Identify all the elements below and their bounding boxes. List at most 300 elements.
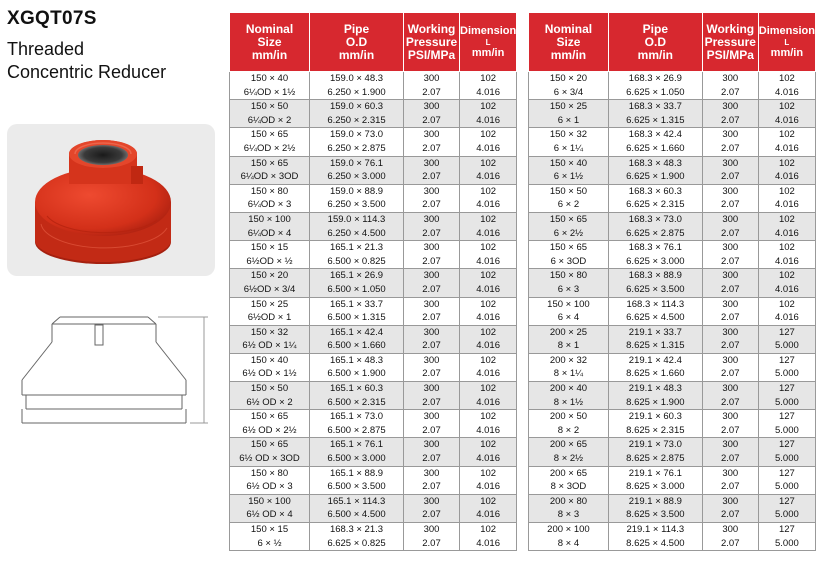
- cell-psi: 300: [702, 353, 758, 367]
- cell-size-mm: 200 × 100: [529, 523, 609, 537]
- cell-od-mm: 168.3 × 88.9: [608, 269, 702, 283]
- cell-l-in: 4.016: [758, 86, 815, 100]
- cell-mpa: 2.07: [702, 480, 758, 494]
- cell-od-mm: 165.1 × 114.3: [310, 494, 404, 508]
- cell-l-mm: 102: [758, 241, 815, 255]
- header-working-pressure: Working Pressure PSI/MPa: [702, 13, 758, 72]
- cell-mpa: 2.07: [702, 537, 758, 551]
- table-row: [230, 466, 517, 480]
- cell-mpa: 2.07: [702, 311, 758, 325]
- cell-l-mm: 127: [758, 438, 815, 452]
- cell-od-mm: 165.1 × 42.4: [310, 325, 404, 339]
- cell-l-mm: 102: [460, 100, 517, 114]
- cell-size-in: 8 × 2: [529, 424, 609, 438]
- cell-mpa: 2.07: [702, 339, 758, 353]
- cell-od-in: 6.625 × 0.825: [310, 537, 404, 551]
- cell-size-in: 6¼OD × 2½: [230, 142, 310, 156]
- cell-l-in: 4.016: [460, 339, 517, 353]
- cell-l-mm: 127: [758, 353, 815, 367]
- cell-size-mm: 150 × 65: [230, 156, 310, 170]
- cell-l-in: 4.016: [460, 537, 517, 551]
- cell-size-in: 6¼OD × 1½: [230, 86, 310, 100]
- cell-od-mm: 165.1 × 33.7: [310, 297, 404, 311]
- cell-l-in: 4.016: [460, 508, 517, 522]
- table-row: [230, 170, 517, 184]
- cell-l-mm: 127: [758, 494, 815, 508]
- cell-od-mm: 165.1 × 88.9: [310, 466, 404, 480]
- cell-od-mm: 159.0 × 88.9: [310, 184, 404, 198]
- table-row: [529, 523, 816, 537]
- product-name-line2: Concentric Reducer: [7, 62, 167, 82]
- cell-od-in: 6.625 × 4.500: [608, 311, 702, 325]
- cell-mpa: 2.07: [404, 537, 460, 551]
- table-row: [529, 184, 816, 198]
- cell-size-in: 6 × 2: [529, 198, 609, 212]
- table-row: [230, 367, 517, 381]
- cell-psi: 300: [702, 72, 758, 86]
- cell-psi: 300: [404, 156, 460, 170]
- header-working-pressure: Working Pressure PSI/MPa: [404, 13, 460, 72]
- cell-size-mm: 150 × 50: [529, 184, 609, 198]
- cell-l-in: 4.016: [758, 227, 815, 241]
- cell-size-mm: 150 × 80: [230, 184, 310, 198]
- cell-l-mm: 102: [460, 184, 517, 198]
- cell-od-mm: 168.3 × 76.1: [608, 241, 702, 255]
- cell-od-in: 6.625 × 3.000: [608, 255, 702, 269]
- cell-mpa: 2.07: [702, 424, 758, 438]
- cell-psi: 300: [404, 128, 460, 142]
- cell-mpa: 2.07: [404, 170, 460, 184]
- cell-l-in: 5.000: [758, 537, 815, 551]
- cell-l-mm: 102: [758, 297, 815, 311]
- cell-size-in: 6 × 2½: [529, 227, 609, 241]
- table-row: [529, 325, 816, 339]
- cell-l-in: 4.016: [460, 367, 517, 381]
- table-row: [230, 452, 517, 466]
- table-row: [230, 297, 517, 311]
- table-row: [529, 508, 816, 522]
- cell-od-mm: 159.0 × 76.1: [310, 156, 404, 170]
- cell-size-in: 6½ OD × 1½: [230, 367, 310, 381]
- table-row: [529, 438, 816, 452]
- cell-od-in: 6.500 × 1.050: [310, 283, 404, 297]
- table-row: [529, 114, 816, 128]
- cell-od-mm: 168.3 × 114.3: [608, 297, 702, 311]
- table-row: [529, 100, 816, 114]
- cell-psi: 300: [404, 494, 460, 508]
- cell-l-mm: 102: [758, 72, 815, 86]
- cell-l-in: 5.000: [758, 452, 815, 466]
- cell-od-in: 8.625 × 3.500: [608, 508, 702, 522]
- cell-l-in: 4.016: [460, 396, 517, 410]
- cell-l-in: 4.016: [460, 198, 517, 212]
- cell-od-in: 6.625 × 1.315: [608, 114, 702, 128]
- cell-od-in: 6.500 × 3.000: [310, 452, 404, 466]
- cell-size-mm: 200 × 40: [529, 382, 609, 396]
- table-row: [230, 311, 517, 325]
- table-row: [230, 480, 517, 494]
- cell-size-in: 6½ OD × 2: [230, 396, 310, 410]
- cell-l-mm: 102: [460, 156, 517, 170]
- cell-od-in: 6.250 × 1.900: [310, 86, 404, 100]
- table-row: [529, 466, 816, 480]
- cell-od-in: 6.500 × 1.900: [310, 367, 404, 381]
- cell-od-in: 8.625 × 1.900: [608, 396, 702, 410]
- cell-size-mm: 150 × 25: [230, 297, 310, 311]
- cell-size-mm: 150 × 25: [529, 100, 609, 114]
- table-row: [230, 353, 517, 367]
- cell-mpa: 2.07: [702, 508, 758, 522]
- product-photo: [7, 124, 215, 276]
- cell-l-mm: 102: [758, 156, 815, 170]
- cell-psi: 300: [404, 523, 460, 537]
- cell-l-mm: 102: [460, 212, 517, 226]
- table-row: [230, 227, 517, 241]
- cell-od-mm: 165.1 × 26.9: [310, 269, 404, 283]
- cell-size-mm: 150 × 50: [230, 100, 310, 114]
- cell-psi: 300: [702, 212, 758, 226]
- table-row: [529, 311, 816, 325]
- cell-mpa: 2.07: [404, 424, 460, 438]
- cell-od-in: 6.500 × 3.500: [310, 480, 404, 494]
- cell-mpa: 2.07: [404, 114, 460, 128]
- cell-mpa: 2.07: [404, 480, 460, 494]
- cell-l-mm: 102: [758, 184, 815, 198]
- cell-size-mm: 150 × 32: [529, 128, 609, 142]
- cell-size-mm: 150 × 15: [230, 523, 310, 537]
- cell-size-in: 6¼OD × 3: [230, 198, 310, 212]
- table-row: [230, 339, 517, 353]
- cell-mpa: 2.07: [702, 367, 758, 381]
- cell-od-in: 6.500 × 1.660: [310, 339, 404, 353]
- table-row: [230, 184, 517, 198]
- table-row: [529, 424, 816, 438]
- cell-od-in: 6.250 × 3.500: [310, 198, 404, 212]
- header-dimension: Dimension L mm/in: [460, 13, 517, 72]
- cell-size-in: 6 × 1½: [529, 170, 609, 184]
- cell-od-in: 6.500 × 2.875: [310, 424, 404, 438]
- cell-psi: 300: [702, 494, 758, 508]
- table-row: [230, 241, 517, 255]
- cell-psi: 300: [702, 297, 758, 311]
- table-row: [230, 100, 517, 114]
- table-row: [529, 227, 816, 241]
- cell-l-in: 4.016: [460, 452, 517, 466]
- table-row: [529, 72, 816, 86]
- table-row: [230, 396, 517, 410]
- table-row: [529, 480, 816, 494]
- cell-psi: 300: [702, 382, 758, 396]
- cell-l-mm: 102: [460, 297, 517, 311]
- cell-l-mm: 127: [758, 466, 815, 480]
- cell-mpa: 2.07: [702, 396, 758, 410]
- cell-od-mm: 168.3 × 60.3: [608, 184, 702, 198]
- table-row: [529, 241, 816, 255]
- cell-od-in: 6.250 × 2.875: [310, 142, 404, 156]
- cell-l-in: 4.016: [758, 198, 815, 212]
- dimension-table-right: [528, 12, 816, 551]
- cell-size-mm: 150 × 50: [230, 382, 310, 396]
- table-row: [529, 170, 816, 184]
- cell-l-in: 4.016: [460, 227, 517, 241]
- cell-od-mm: 219.1 × 114.3: [608, 523, 702, 537]
- cell-l-in: 4.016: [758, 255, 815, 269]
- cell-od-mm: 165.1 × 21.3: [310, 241, 404, 255]
- table-row: [230, 114, 517, 128]
- table-row: [230, 198, 517, 212]
- cell-l-in: 4.016: [460, 142, 517, 156]
- cell-l-in: 5.000: [758, 480, 815, 494]
- cell-l-mm: 102: [758, 128, 815, 142]
- table-row: [230, 325, 517, 339]
- table-row: [529, 382, 816, 396]
- header-pipe-od: Pipe O.D mm/in: [310, 13, 404, 72]
- table-row: [529, 86, 816, 100]
- cell-mpa: 2.07: [404, 283, 460, 297]
- cell-l-mm: 102: [460, 438, 517, 452]
- cell-l-mm: 102: [460, 494, 517, 508]
- table-row: [230, 523, 517, 537]
- cell-od-mm: 219.1 × 60.3: [608, 410, 702, 424]
- cell-l-in: 4.016: [758, 142, 815, 156]
- cell-psi: 300: [404, 184, 460, 198]
- cell-od-mm: 219.1 × 88.9: [608, 494, 702, 508]
- table-row: [230, 410, 517, 424]
- table-row: [529, 396, 816, 410]
- cell-size-in: 6 × 1: [529, 114, 609, 128]
- cell-l-in: 5.000: [758, 424, 815, 438]
- cell-psi: 300: [702, 438, 758, 452]
- cell-l-in: 4.016: [758, 170, 815, 184]
- cell-psi: 300: [702, 156, 758, 170]
- cell-psi: 300: [702, 100, 758, 114]
- header-pipe-od: Pipe O.D mm/in: [608, 13, 702, 72]
- cell-psi: 300: [404, 212, 460, 226]
- cell-size-mm: 150 × 40: [230, 72, 310, 86]
- cell-od-in: 6.625 × 3.500: [608, 283, 702, 297]
- cell-size-mm: 150 × 65: [529, 241, 609, 255]
- cell-psi: 300: [404, 72, 460, 86]
- cell-od-in: 6.625 × 2.875: [608, 227, 702, 241]
- cell-mpa: 2.07: [404, 367, 460, 381]
- cell-od-mm: 159.0 × 73.0: [310, 128, 404, 142]
- cell-size-mm: 150 × 32: [230, 325, 310, 339]
- cell-od-in: 6.500 × 4.500: [310, 508, 404, 522]
- table-row: [529, 494, 816, 508]
- table-row: [529, 339, 816, 353]
- table-row: [529, 156, 816, 170]
- cell-l-mm: 102: [758, 100, 815, 114]
- cell-l-in: 5.000: [758, 396, 815, 410]
- cell-od-mm: 165.1 × 48.3: [310, 353, 404, 367]
- cell-l-mm: 102: [460, 353, 517, 367]
- cell-od-in: 6.250 × 3.000: [310, 170, 404, 184]
- table-row: [529, 198, 816, 212]
- cell-size-mm: 150 × 20: [230, 269, 310, 283]
- cell-od-mm: 168.3 × 42.4: [608, 128, 702, 142]
- cell-mpa: 2.07: [702, 114, 758, 128]
- cell-psi: 300: [404, 325, 460, 339]
- cell-psi: 300: [404, 100, 460, 114]
- cell-mpa: 2.07: [702, 227, 758, 241]
- header-nominal-size: Nominal Size mm/in: [529, 13, 609, 72]
- cell-l-in: 4.016: [758, 114, 815, 128]
- cell-size-mm: 150 × 65: [230, 128, 310, 142]
- cell-psi: 300: [702, 241, 758, 255]
- cell-size-in: 6¼OD × 4: [230, 227, 310, 241]
- product-name: [7, 38, 166, 84]
- table-row: [230, 212, 517, 226]
- cell-l-mm: 102: [460, 410, 517, 424]
- table-row: [230, 86, 517, 100]
- cell-l-mm: 102: [460, 325, 517, 339]
- cell-od-in: 6.250 × 4.500: [310, 227, 404, 241]
- cell-mpa: 2.07: [404, 508, 460, 522]
- table-row: [230, 283, 517, 297]
- cell-size-mm: 150 × 80: [230, 466, 310, 480]
- table-row: [529, 452, 816, 466]
- cell-size-in: 8 × 4: [529, 537, 609, 551]
- cell-size-in: 6½OD × 1: [230, 311, 310, 325]
- cell-size-in: 6½ OD × 3OD: [230, 452, 310, 466]
- cell-psi: 300: [702, 523, 758, 537]
- cell-l-mm: 102: [460, 72, 517, 86]
- table-row: [529, 128, 816, 142]
- table-row: [230, 72, 517, 86]
- table-row: [230, 269, 517, 283]
- cell-size-in: 8 × 2½: [529, 452, 609, 466]
- cell-psi: 300: [404, 382, 460, 396]
- cell-size-mm: 200 × 50: [529, 410, 609, 424]
- cell-od-in: 6.625 × 1.900: [608, 170, 702, 184]
- cell-psi: 300: [404, 466, 460, 480]
- cell-od-mm: 168.3 × 21.3: [310, 523, 404, 537]
- table-row: [230, 382, 517, 396]
- cell-od-in: 6.500 × 1.315: [310, 311, 404, 325]
- cell-size-in: 6½OD × 3/4: [230, 283, 310, 297]
- table-row: [230, 494, 517, 508]
- cell-size-in: 6 × 1¼: [529, 142, 609, 156]
- cell-size-in: 6¼OD × 2: [230, 114, 310, 128]
- cell-size-mm: 150 × 100: [529, 297, 609, 311]
- cell-size-mm: 200 × 25: [529, 325, 609, 339]
- table-row: [230, 537, 517, 551]
- cell-od-mm: 159.0 × 48.3: [310, 72, 404, 86]
- cell-od-in: 8.625 × 3.000: [608, 480, 702, 494]
- cell-mpa: 2.07: [702, 283, 758, 297]
- cell-l-in: 4.016: [460, 255, 517, 269]
- cell-od-mm: 159.0 × 114.3: [310, 212, 404, 226]
- cell-l-mm: 127: [758, 325, 815, 339]
- cell-size-in: 8 × 3OD: [529, 480, 609, 494]
- cell-l-in: 4.016: [460, 480, 517, 494]
- cell-size-in: 6 × 4: [529, 311, 609, 325]
- cell-od-in: 6.500 × 0.825: [310, 255, 404, 269]
- cell-psi: 300: [404, 269, 460, 283]
- cell-l-mm: 102: [758, 212, 815, 226]
- table-row: [529, 410, 816, 424]
- cell-size-mm: 200 × 65: [529, 466, 609, 480]
- cell-size-in: 6 × 3/4: [529, 86, 609, 100]
- product-code: XGQT07S: [7, 8, 97, 29]
- cell-mpa: 2.07: [404, 198, 460, 212]
- cell-size-in: 6½ OD × 3: [230, 480, 310, 494]
- cell-size-mm: 200 × 65: [529, 438, 609, 452]
- cell-od-in: 8.625 × 1.660: [608, 367, 702, 381]
- table-row: [529, 353, 816, 367]
- cell-od-in: 6.250 × 2.315: [310, 114, 404, 128]
- cell-l-in: 5.000: [758, 508, 815, 522]
- table-row: [529, 269, 816, 283]
- cell-mpa: 2.07: [702, 86, 758, 100]
- cell-size-in: 8 × 1½: [529, 396, 609, 410]
- cell-l-mm: 102: [758, 269, 815, 283]
- cell-psi: 300: [702, 184, 758, 198]
- cell-size-in: 8 × 3: [529, 508, 609, 522]
- cell-size-mm: 200 × 80: [529, 494, 609, 508]
- cell-mpa: 2.07: [702, 170, 758, 184]
- cell-l-mm: 102: [460, 269, 517, 283]
- cell-od-mm: 168.3 × 48.3: [608, 156, 702, 170]
- cell-od-in: 8.625 × 4.500: [608, 537, 702, 551]
- table-row: [230, 255, 517, 269]
- cell-psi: 300: [404, 353, 460, 367]
- cell-od-in: 6.625 × 1.050: [608, 86, 702, 100]
- cell-l-mm: 102: [460, 128, 517, 142]
- table-row: [529, 537, 816, 551]
- table-row: [230, 424, 517, 438]
- red-reducer-photo-icon: [7, 124, 215, 276]
- cell-od-in: 6.625 × 2.315: [608, 198, 702, 212]
- table-row: [529, 367, 816, 381]
- table-row: [529, 212, 816, 226]
- cell-size-mm: 150 × 100: [230, 494, 310, 508]
- cell-l-in: 4.016: [460, 424, 517, 438]
- cell-od-mm: 165.1 × 60.3: [310, 382, 404, 396]
- table-row: [230, 128, 517, 142]
- cell-size-in: 6½ OD × 4: [230, 508, 310, 522]
- cell-l-in: 4.016: [758, 283, 815, 297]
- cell-psi: 300: [404, 438, 460, 452]
- dimension-table-left: [229, 12, 517, 551]
- cell-l-mm: 127: [758, 410, 815, 424]
- cell-od-mm: 168.3 × 26.9: [608, 72, 702, 86]
- table-row: [529, 255, 816, 269]
- table-row: [230, 438, 517, 452]
- cell-size-mm: 150 × 65: [529, 212, 609, 226]
- table-row: [230, 156, 517, 170]
- product-name-line1: Threaded: [7, 39, 85, 59]
- cell-od-in: 8.625 × 2.315: [608, 424, 702, 438]
- cell-mpa: 2.07: [404, 311, 460, 325]
- cell-l-mm: 102: [460, 241, 517, 255]
- cell-size-mm: 200 × 32: [529, 353, 609, 367]
- cell-psi: 300: [404, 410, 460, 424]
- table-row: [230, 142, 517, 156]
- cell-l-mm: 102: [460, 523, 517, 537]
- cell-mpa: 2.07: [702, 198, 758, 212]
- cell-l-in: 4.016: [758, 311, 815, 325]
- cell-od-mm: 219.1 × 33.7: [608, 325, 702, 339]
- cell-size-in: 6½OD × ½: [230, 255, 310, 269]
- cell-l-in: 5.000: [758, 367, 815, 381]
- table-row: [529, 283, 816, 297]
- cell-mpa: 2.07: [404, 396, 460, 410]
- cell-psi: 300: [702, 269, 758, 283]
- reducer-drawing-icon: [14, 305, 214, 435]
- cell-psi: 300: [702, 325, 758, 339]
- table-row: [230, 508, 517, 522]
